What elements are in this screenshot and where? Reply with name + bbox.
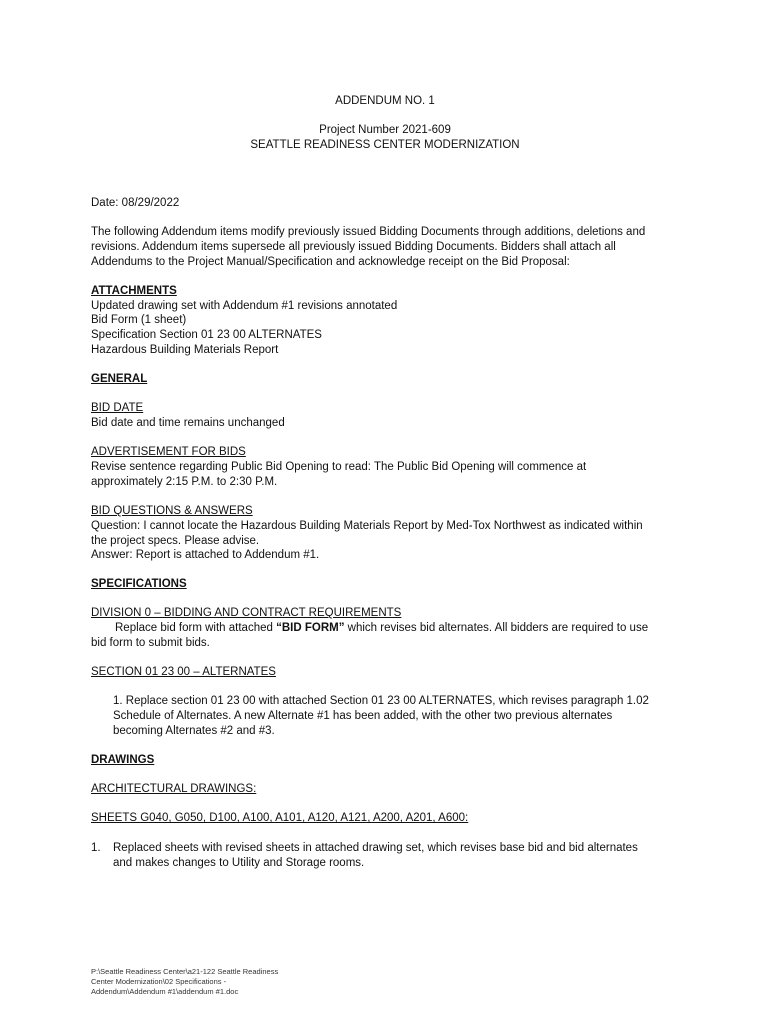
project-name: SEATTLE READINESS CENTER MODERNIZATION (250, 139, 520, 151)
drawing-item-line-1: Replaced sheets with revised sheets in attached drawing set, which revises base bid and bid alternates (113, 842, 638, 854)
bid-date-text: Bid date and time remains unchanged (91, 417, 285, 429)
file-path-footer (91, 967, 278, 997)
advertisement-line-1: Revise sentence regarding Public Bid Opening to read: The Public Bid Opening will commence at (91, 461, 587, 473)
project-number: Project Number 2021-609 (319, 124, 451, 136)
section-012300-line-1: 1. Replace section 01 23 00 with attached Section 01 23 00 ALTERNATES, which revises paragraph 1.02 (113, 695, 649, 707)
drawing-item-line-2: and makes changes to Utility and Storage rooms. (113, 857, 365, 869)
drawing-item-number: 1. (91, 842, 101, 854)
specifications-heading: SPECIFICATIONS (91, 578, 187, 590)
architectural-drawings-heading: ARCHITECTURAL DRAWINGS: (91, 783, 257, 795)
drawings-heading: DRAWINGS (91, 754, 155, 766)
attachment-item: Bid Form (1 sheet) (91, 314, 187, 326)
section-012300-line-2: Schedule of Alternates. A new Alternate #1 has been added, with the other two previous alternates (113, 710, 613, 722)
section-012300-heading: SECTION 01 23 00 – ALTERNATES (91, 666, 276, 678)
bid-date-heading: BID DATE (91, 402, 144, 414)
intro-line-1: The following Addendum items modify previously issued Bidding Documents through additions, deletions and (91, 226, 646, 238)
footer-line: Addendum\Addendum #1\addendum #1.doc (91, 987, 239, 996)
footer-line: P:\Seattle Readiness Center\a21-122 Seattle Readiness (91, 967, 279, 976)
advertisement-line-2: approximately 2:15 P.M. to 2:30 P.M. (91, 476, 278, 488)
division-0-line-2: bid form to submit bids. (91, 637, 210, 649)
addendum-title: ADDENDUM NO. 1 (335, 95, 435, 107)
division-0-text-cont: which revises bid alternates. All bidders are required to use (344, 622, 649, 634)
attachment-item: Hazardous Building Materials Report (91, 344, 279, 356)
intro-line-2: revisions. Addendum items supersede all previously issued Bidding Documents. Bidders shall attach all (91, 241, 616, 253)
division-0-heading: DIVISION 0 – BIDDING AND CONTRACT REQUIREMENTS (91, 607, 402, 619)
intro-line-3: Addendums to the Project Manual/Specification and acknowledge receipt on the Bid Proposal: (91, 256, 570, 268)
general-heading: GENERAL (91, 373, 148, 385)
qa-line-1: Question: I cannot locate the Hazardous Building Materials Report by Med-Tox Northwest as indicated within (91, 520, 643, 532)
date-line: Date: 08/29/2022 (91, 197, 180, 209)
qa-line-2: the project specs. Please advise. (91, 535, 260, 547)
attachment-item: Specification Section 01 23 00 ALTERNATES (91, 329, 322, 341)
sheets-heading: SHEETS G040, G050, D100, A100, A101, A120, A121, A200, A201, A600: (91, 812, 469, 824)
attachment-item: Updated drawing set with Addendum #1 revisions annotated (91, 300, 398, 312)
bid-form-emphasis: “BID FORM” (276, 622, 345, 634)
qa-line-3: Answer: Report is attached to Addendum #1. (91, 549, 320, 561)
advertisement-heading: ADVERTISEMENT FOR BIDS (91, 446, 246, 458)
section-012300-line-3: becoming Alternates #2 and #3. (113, 725, 275, 737)
division-0-text: Replace bid form with attached (115, 622, 277, 634)
qa-heading: BID QUESTIONS & ANSWERS (91, 505, 253, 517)
attachments-heading: ATTACHMENTS (91, 285, 177, 297)
footer-line: Center Modernization\02 Specifications - (91, 977, 227, 986)
division-0-line-1 (115, 622, 648, 634)
